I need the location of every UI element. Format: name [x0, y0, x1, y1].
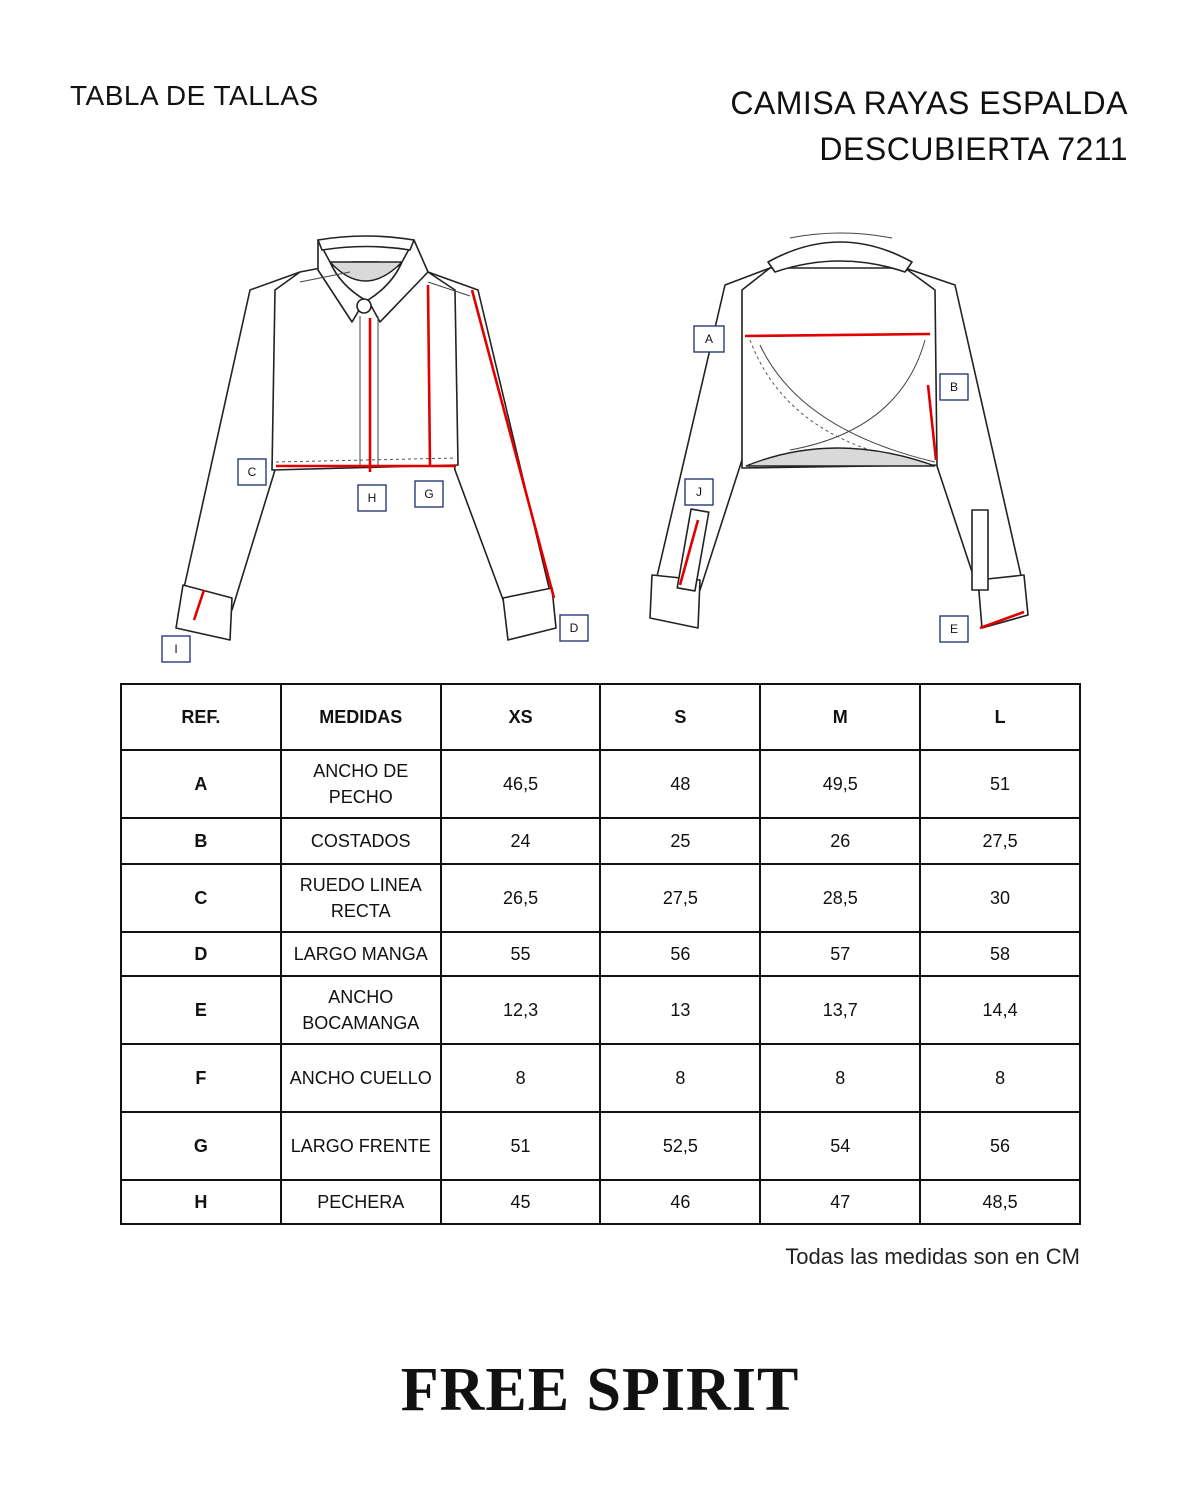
value-s: 25: [600, 818, 760, 864]
value-l: 30: [920, 864, 1080, 932]
front-label-g: [415, 481, 443, 507]
value-l: 51: [920, 750, 1080, 818]
value-m: 47: [760, 1180, 920, 1224]
row-ref: F: [121, 1044, 281, 1112]
row-medida: COSTADOS: [281, 818, 441, 864]
value-s: 52,5: [600, 1112, 760, 1180]
value-m: 49,5: [760, 750, 920, 818]
value-xs: 8: [441, 1044, 601, 1112]
table-row: [121, 818, 1080, 864]
product-name-line-2: DESCUBIERTA 7211: [819, 131, 1128, 167]
row-medida: ANCHO CUELLO: [281, 1044, 441, 1112]
value-xs: 24: [441, 818, 601, 864]
value-s: 8: [600, 1044, 760, 1112]
table-row: [121, 750, 1080, 818]
table-row: [121, 1044, 1080, 1112]
value-s: 13: [600, 976, 760, 1044]
front-label-d: [560, 615, 588, 641]
row-medida: RUEDO LINEA RECTA: [281, 864, 441, 932]
row-medida: PECHERA: [281, 1180, 441, 1224]
row-medida: LARGO FRENTE: [281, 1112, 441, 1180]
value-l: 27,5: [920, 818, 1080, 864]
front-label-i: [162, 636, 190, 662]
size-chart-title: TABLA DE TALLAS: [70, 80, 319, 111]
table-row: [121, 864, 1080, 932]
header-m: M: [760, 684, 920, 750]
value-l: 56: [920, 1112, 1080, 1180]
svg-text:H: H: [367, 491, 377, 505]
value-xs: 51: [441, 1112, 601, 1180]
table-row: [121, 976, 1080, 1044]
value-l: 48,5: [920, 1180, 1080, 1224]
value-s: 46: [600, 1180, 760, 1224]
size-table-header-row: [121, 684, 1080, 750]
back-label-j: [685, 479, 713, 505]
table-row: [121, 932, 1080, 976]
product-name-line-1: CAMISA RAYAS ESPALDA: [730, 85, 1128, 121]
row-ref: A: [121, 750, 281, 818]
back-label-e: [940, 616, 968, 642]
value-xs: 46,5: [441, 750, 601, 818]
row-medida: ANCHO BOCAMANGA: [281, 976, 441, 1044]
table-row: [121, 1112, 1080, 1180]
value-m: 26: [760, 818, 920, 864]
size-table: [120, 683, 1081, 1225]
front-label-c: [238, 459, 266, 485]
header-medidas: MEDIDAS: [281, 684, 441, 750]
row-medida: LARGO MANGA: [281, 932, 441, 976]
value-xs: 55: [441, 932, 601, 976]
svg-text:C: C: [247, 465, 257, 479]
row-ref: E: [121, 976, 281, 1044]
front-collar-button: [357, 299, 371, 313]
row-ref: G: [121, 1112, 281, 1180]
svg-text:J: J: [696, 485, 702, 499]
units-note: Todas las medidas son en CM: [785, 1244, 1080, 1269]
value-l: 8: [920, 1044, 1080, 1112]
value-l: 14,4: [920, 976, 1080, 1044]
value-l: 58: [920, 932, 1080, 976]
back-label-a: [694, 326, 724, 352]
value-m: 13,7: [760, 976, 920, 1044]
svg-text:B: B: [949, 380, 959, 394]
svg-text:D: D: [569, 621, 579, 635]
front-label-h: [358, 485, 386, 511]
table-row: [121, 1180, 1080, 1224]
row-ref: B: [121, 818, 281, 864]
value-s: 56: [600, 932, 760, 976]
front-right-cuff: [503, 588, 556, 640]
header-l: L: [920, 684, 1080, 750]
header-s: S: [600, 684, 760, 750]
value-s: 48: [600, 750, 760, 818]
brand-logo: FREE SPIRIT: [400, 1356, 800, 1424]
row-ref: H: [121, 1180, 281, 1224]
svg-text:G: G: [424, 487, 434, 501]
svg-text:E: E: [949, 622, 959, 636]
row-ref: D: [121, 932, 281, 976]
row-medida: ANCHO DE PECHO: [281, 750, 441, 818]
value-m: 28,5: [760, 864, 920, 932]
back-view-shirt: [650, 233, 1028, 642]
front-view-shirt: [162, 236, 588, 662]
value-m: 57: [760, 932, 920, 976]
front-collar-band: [318, 236, 414, 250]
header-xs: XS: [441, 684, 601, 750]
svg-text:I: I: [174, 642, 178, 656]
header-ref: REF.: [121, 684, 281, 750]
value-xs: 26,5: [441, 864, 601, 932]
back-body: [742, 268, 937, 468]
value-xs: 45: [441, 1180, 601, 1224]
garment-technical-drawing: [0, 0, 1200, 680]
back-label-b: [940, 374, 968, 400]
value-m: 54: [760, 1112, 920, 1180]
back-right-placket: [972, 510, 988, 590]
value-s: 27,5: [600, 864, 760, 932]
value-m: 8: [760, 1044, 920, 1112]
value-xs: 12,3: [441, 976, 601, 1044]
svg-text:A: A: [704, 332, 714, 346]
row-ref: C: [121, 864, 281, 932]
